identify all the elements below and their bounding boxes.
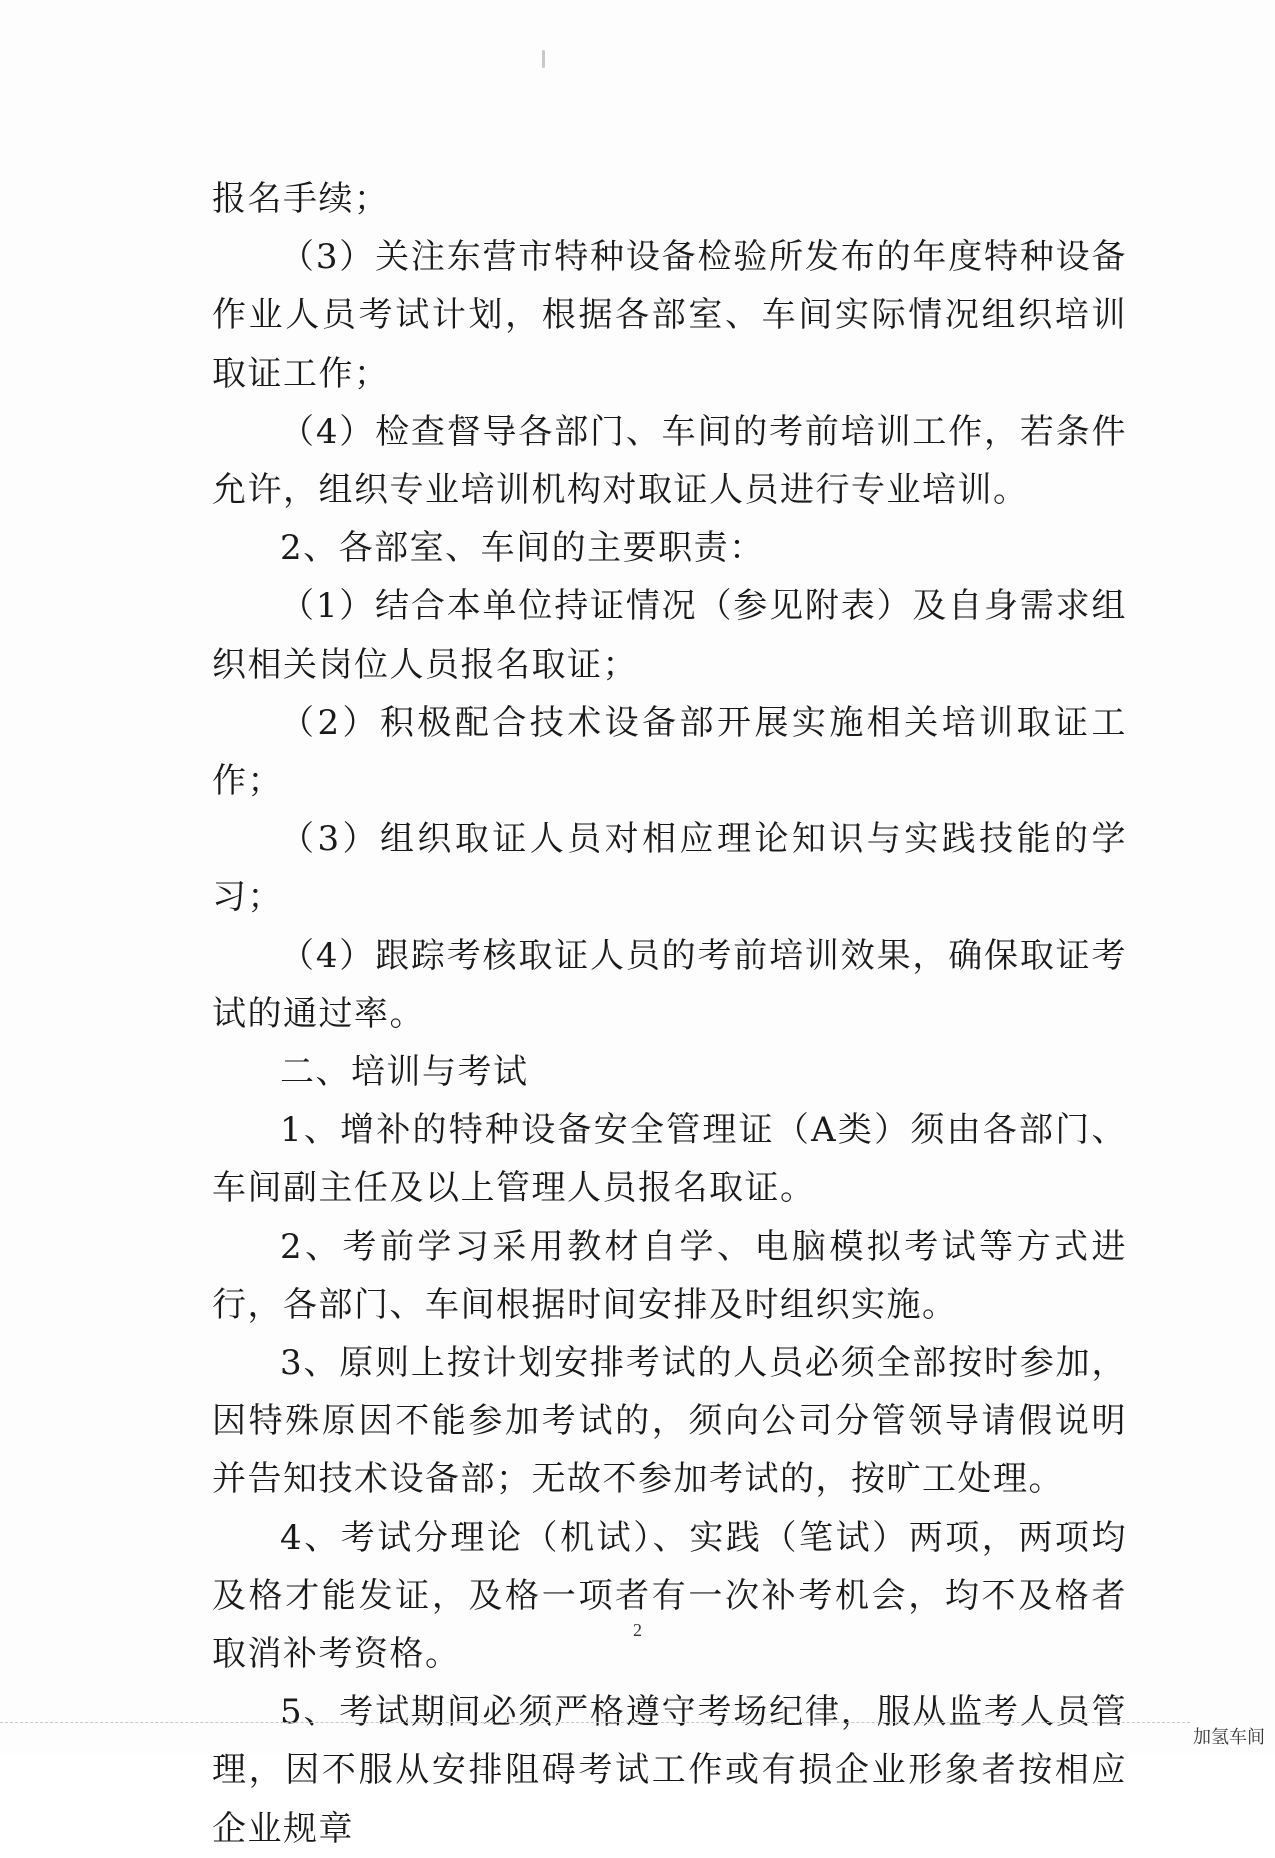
paragraph-duty-2: （2）积极配合技术设备部开展实施相关培训取证工作； — [212, 702, 1127, 802]
paragraph-duty-4: （4）跟踪考核取证人员的考前培训效果，确保取证考试的通过率。 — [212, 935, 1127, 1034]
section-heading-duties: 2、各部室、车间的主要职责： — [280, 528, 765, 569]
paragraph-duty-1: （1）结合本单位持证情况（参见附表）及自身需求组织相关岗位人员报名取证； — [212, 586, 1127, 685]
scan-speck — [542, 50, 545, 68]
page-number: 2 — [633, 1620, 642, 1640]
document-body — [212, 170, 1127, 1858]
paragraph-continuation: 报名手续； — [212, 179, 390, 219]
watermark-label: 加氢车间 — [1193, 1727, 1265, 1748]
paragraph-item-4: （4）检查督导各部门、车间的考前培训工作，若条件允许，组织专业培训机构对取证人员进行专业培训。 — [212, 411, 1127, 511]
section-heading-training: 二、培训与考试 — [280, 1052, 529, 1093]
paragraph-duty-3: （3）组织取证人员对相应理论知识与实践技能的学习； — [212, 819, 1127, 918]
paragraph-item-3: （3）关注东营市特种设备检验所发布的年度特种设备作业人员考试计划，根据各部室、车间实际情况组织培训取证工作； — [212, 237, 1127, 394]
paragraph-rule-5: 5、考试期间必须严格遵守考场纪律，服从监考人员管理，因不服从安排阻碍考试工作或有损企业形象者按相应企业规章 — [212, 1692, 1127, 1849]
paragraph-rule-1: 1、增补的特种设备安全管理证（A类）须由各部门、车间副主任及以上管理人员报名取证。 — [212, 1110, 1127, 1209]
paragraph-rule-3: 3、原则上按计划安排考试的人员必须全部按时参加，因特殊原因不能参加考试的，须向公司分管领导请假说明并告知技术设备部；无故不参加考试的，按旷工处理。 — [212, 1343, 1127, 1500]
paragraph-rule-2: 2、考前学习采用教材自学、电脑模拟考试等方式进行，各部门、车间根据时间安排及时组织实施。 — [212, 1226, 1127, 1325]
paragraph-rule-4: 4、考试分理论（机试）、实践（笔试）两项，两项均及格才能发证，及格一项者有一次补考机会，均不及格者取消补考资格。 — [212, 1517, 1127, 1675]
bottom-divider — [0, 1722, 1190, 1723]
